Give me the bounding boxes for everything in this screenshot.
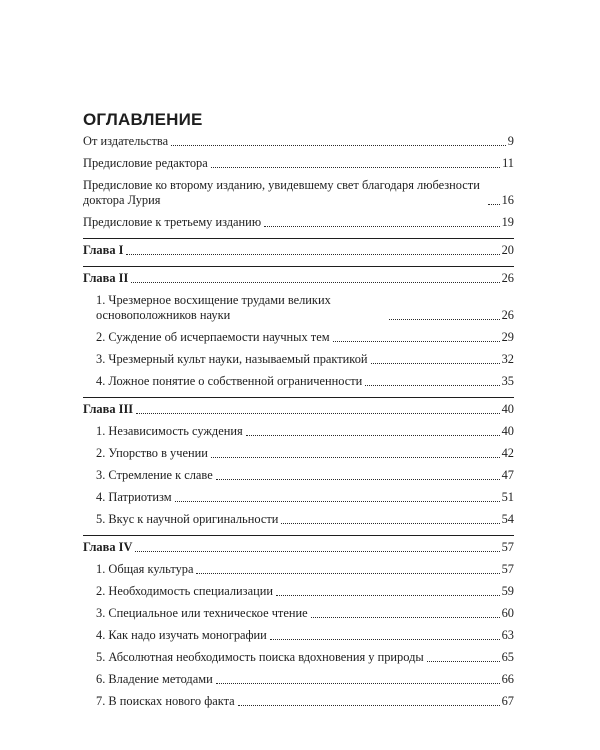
entry-page: 65 — [501, 650, 514, 664]
entry-page: 66 — [501, 672, 514, 686]
entry-page: 63 — [501, 628, 514, 642]
dot-leader — [311, 617, 500, 618]
entry-page: 19 — [501, 215, 514, 229]
entry-page: 42 — [501, 446, 514, 460]
dot-leader — [211, 167, 500, 168]
section-title: 7. В поисках нового факта — [96, 694, 235, 708]
toc-entry-section — [83, 628, 514, 643]
dot-leader — [131, 282, 499, 283]
toc-entry-section — [83, 562, 514, 577]
entry-page: 54 — [501, 512, 514, 526]
toc-entry-section — [83, 424, 514, 439]
dot-leader — [136, 413, 500, 414]
entry-page: 59 — [501, 584, 514, 598]
section-title: 3. Специальное или техническое чтение — [96, 606, 308, 620]
section-title: 4. Патриотизм — [96, 490, 172, 504]
dot-leader — [281, 523, 499, 524]
toc-entry-chapter — [83, 402, 514, 417]
entry-page: 9 — [507, 134, 514, 148]
section-title: 1. Независимость суждения — [96, 424, 243, 438]
section-title: 6. Владение методами — [96, 672, 213, 686]
dot-leader — [216, 683, 500, 684]
dot-leader — [333, 341, 500, 342]
entry-page: 47 — [501, 468, 514, 482]
section-title: 5. Абсолютная необходимость поиска вдохновения у природы — [96, 650, 424, 664]
dot-leader — [270, 639, 500, 640]
toc-entry-section — [83, 672, 514, 687]
section-title: 2. Необходимость специализации — [96, 584, 273, 598]
dot-leader — [135, 551, 499, 552]
toc-entry-section — [83, 330, 514, 345]
entry-title: Предисловие редактора — [83, 156, 208, 170]
toc-entry-second-edition-preface — [83, 178, 514, 208]
section-title: 4. Ложное понятие о собственной ограниченности — [96, 374, 363, 388]
section-title: 2. Упорство в учении — [96, 446, 208, 460]
dot-leader — [171, 145, 506, 146]
entry-page: 57 — [501, 540, 514, 554]
entry-page: 29 — [501, 330, 514, 344]
toc-entry-chapter — [83, 540, 514, 555]
toc-entry-chapter — [83, 271, 514, 286]
toc-entry-chapter — [83, 243, 514, 258]
toc-entry-from-publisher — [83, 134, 514, 149]
entry-page: 32 — [501, 352, 514, 366]
entry-page: 67 — [501, 694, 514, 708]
entry-page: 16 — [501, 193, 514, 207]
chapter-block — [83, 266, 514, 389]
toc-entry-section — [83, 293, 514, 323]
dot-leader — [211, 457, 500, 458]
chapter-block — [83, 238, 514, 258]
entry-page: 51 — [501, 490, 514, 504]
entry-page: 35 — [501, 374, 514, 388]
toc-entry-third-edition-preface — [83, 215, 514, 230]
section-title: 3. Чрезмерный культ науки, называемый практикой — [96, 352, 368, 366]
toc-entry-section — [83, 374, 514, 389]
entry-page: 40 — [501, 424, 514, 438]
table-of-contents — [83, 110, 514, 709]
toc-heading: ОГЛАВЛЕНИЕ — [83, 110, 203, 129]
entry-page: 26 — [501, 308, 514, 322]
toc-entry-section — [83, 446, 514, 461]
section-title: 5. Вкус к научной оригинальности — [96, 512, 279, 526]
toc-entry-section — [83, 490, 514, 505]
entry-page: 40 — [501, 402, 514, 416]
dot-leader — [276, 595, 500, 596]
dot-leader — [264, 226, 500, 227]
entry-page: 20 — [501, 243, 514, 257]
toc-entry-editor-preface — [83, 156, 514, 171]
chapter-block — [83, 397, 514, 527]
section-title: 1. Общая культура — [96, 562, 194, 576]
dot-leader — [488, 204, 500, 205]
dot-leader — [238, 705, 500, 706]
dot-leader — [175, 501, 500, 502]
section-title: 1. Чрезмерное восхищение трудами великих основоположников науки — [96, 293, 331, 322]
dot-leader — [371, 363, 500, 364]
toc-entry-section — [83, 468, 514, 483]
toc-entry-section — [83, 512, 514, 527]
chapter-title: Глава III — [83, 402, 134, 416]
section-title: 2. Суждение об исчерпаемости научных тем — [96, 330, 330, 344]
toc-entry-section — [83, 606, 514, 621]
dot-leader — [389, 319, 500, 320]
toc-entry-section — [83, 694, 514, 709]
dot-leader — [427, 661, 500, 662]
entry-title: От издательства — [83, 134, 169, 148]
section-title: 4. Как надо изучать монографии — [96, 628, 267, 642]
dot-leader — [246, 435, 500, 436]
chapter-block — [83, 535, 514, 709]
section-title: 3. Стремление к славе — [96, 468, 213, 482]
chapter-title: Глава I — [83, 243, 124, 257]
toc-entry-section — [83, 650, 514, 665]
entry-page: 57 — [501, 562, 514, 576]
entry-page: 26 — [501, 271, 514, 285]
dot-leader — [126, 254, 499, 255]
entry-title: Предисловие ко второму изданию, увидевшему свет благодаря любезности доктора Лурия — [83, 178, 480, 207]
front-matter-list — [83, 134, 514, 230]
entry-title: Предисловие к третьему изданию — [83, 215, 262, 229]
entry-page: 60 — [501, 606, 514, 620]
toc-entry-section — [83, 352, 514, 367]
chapter-title: Глава IV — [83, 540, 133, 554]
dot-leader — [216, 479, 500, 480]
dot-leader — [196, 573, 499, 574]
toc-entry-section — [83, 584, 514, 599]
dot-leader — [365, 385, 499, 386]
chapter-title: Глава II — [83, 271, 129, 285]
entry-page: 11 — [502, 156, 514, 170]
